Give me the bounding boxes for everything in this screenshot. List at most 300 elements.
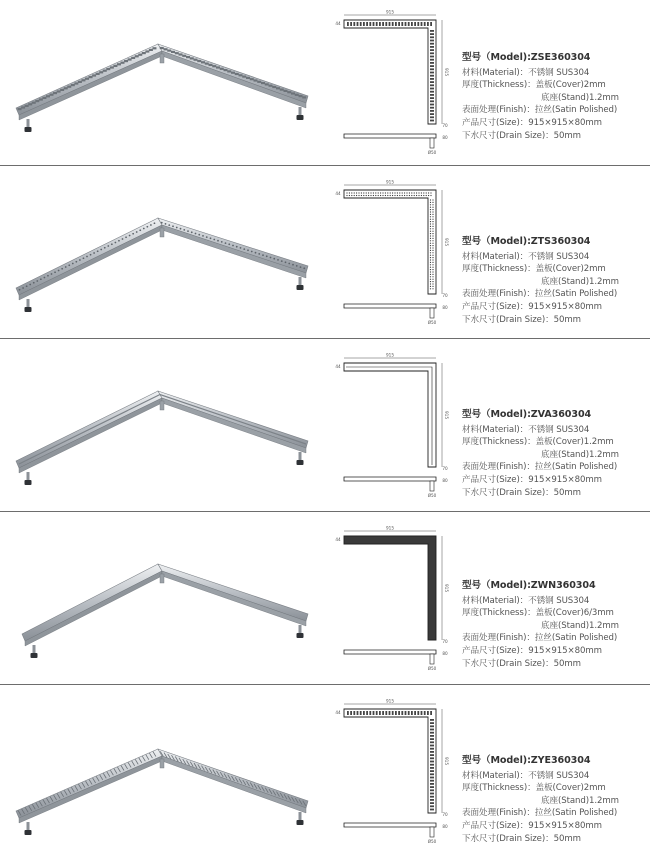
cover-hole [262, 254, 264, 256]
plan-slot [366, 22, 368, 26]
model-label: 型号（Model):ZSE360304 [462, 52, 591, 63]
cover-slot [182, 55, 186, 57]
cover-hole [75, 261, 77, 263]
drain-size-line: 下水尺寸(Drain Size)：50mm [462, 130, 581, 141]
cover-hole [61, 268, 63, 270]
plan-hole [423, 192, 424, 193]
plan-slot [417, 22, 419, 26]
plan-hole [358, 192, 359, 193]
size-line: 产品尺寸(Size)：915×915×80mm [462, 645, 602, 656]
cover-slot [78, 81, 82, 83]
plan-slot [430, 107, 434, 109]
plan-hole [380, 195, 381, 196]
technical-drawing [326, 176, 449, 326]
plan-hole [404, 195, 405, 196]
plan-hole [397, 195, 398, 196]
plan-slot [430, 793, 434, 795]
plan-slot [385, 22, 387, 26]
plan-slot [347, 22, 349, 26]
plan-hole [432, 274, 433, 275]
row-divider [0, 511, 650, 512]
plan-hole [432, 243, 433, 244]
plan-slot [430, 91, 434, 93]
cover-slot [113, 65, 117, 67]
plan-slot [430, 94, 434, 96]
plan-slot [430, 75, 434, 77]
model-label: 型号（Model):ZWN360304 [462, 580, 596, 591]
plan-slot [430, 43, 434, 45]
product-row [0, 343, 650, 511]
plan-slot [430, 799, 434, 801]
plan-hole [354, 192, 355, 193]
cover-slot [131, 57, 135, 59]
plan-hole [432, 271, 433, 272]
cover-hole [198, 234, 200, 236]
material-line: 材料(Material)：不锈钢 SUS304 [462, 424, 590, 435]
left-foot [27, 299, 30, 308]
plan-hole [390, 195, 391, 196]
right-foot [299, 812, 302, 821]
plan-outline [344, 363, 436, 467]
cover-slot [209, 64, 213, 66]
dim-height-label: 70 [442, 123, 448, 128]
cover-hole [22, 287, 24, 289]
plan-hole [428, 192, 429, 193]
elevation-profile [344, 650, 436, 654]
plan-hole [421, 192, 422, 193]
plan-hole [432, 202, 433, 203]
plan-hole [432, 267, 433, 268]
plan-slot [430, 33, 434, 35]
plan-hole [432, 245, 433, 246]
cover-hole [65, 266, 67, 268]
drain-right-side [162, 225, 306, 278]
right-foot-base [297, 633, 304, 638]
plan-hole [418, 192, 419, 193]
cover-slot [138, 54, 142, 56]
dim-top-label: 915 [386, 9, 394, 15]
plan-hole [414, 195, 415, 196]
material-line: 材料(Material)：不锈钢 SUS304 [462, 770, 590, 781]
dim-height-label: 70 [442, 293, 448, 298]
plan-hole [411, 192, 412, 193]
plan-slot [430, 732, 434, 734]
plan-slot [376, 22, 378, 26]
plan-slot [430, 767, 434, 769]
plan-hole [432, 211, 433, 212]
plan-hole [423, 195, 424, 196]
plan-hole [430, 231, 431, 232]
plan-hole [406, 192, 407, 193]
plan-slot [401, 22, 403, 26]
plan-slot [357, 22, 359, 26]
model-label: 型号（Model):ZTS360304 [462, 236, 591, 247]
cover-hole [150, 224, 152, 226]
plan-hole [366, 192, 367, 193]
plan-slot [373, 22, 375, 26]
plan-slot [430, 36, 434, 38]
cover-slot [272, 86, 276, 88]
plan-slot [430, 72, 434, 74]
cover-hole [243, 248, 245, 250]
cover-slot [142, 52, 146, 54]
cover-hole [107, 245, 109, 247]
cover-hole [232, 245, 234, 247]
cover-slot [117, 63, 121, 65]
cover-slot [197, 60, 201, 62]
cover-slot [96, 73, 100, 75]
plan-hole [430, 207, 431, 208]
cover-slot [53, 92, 57, 94]
dim-top-label: 915 [386, 525, 394, 531]
plan-slot [360, 22, 362, 26]
plan-outline [344, 709, 436, 813]
dim-side-label: 915 [444, 238, 449, 246]
cover-hole [93, 252, 95, 254]
cover-slot [74, 82, 78, 84]
material-line: 材料(Material)：不锈钢 SUS304 [462, 67, 590, 78]
plan-slot [430, 49, 434, 51]
cover-slot [164, 48, 168, 50]
finish-line: 表面处理(Finish)：拉丝(Satin Polished) [462, 289, 618, 300]
plan-slot [382, 22, 384, 26]
cover-hole [221, 241, 223, 243]
cover-slot [224, 69, 228, 71]
cover-slot [212, 65, 216, 67]
cover-slot [295, 94, 299, 96]
plan-slot [427, 711, 429, 715]
plan-hole [432, 238, 433, 239]
plan-slot [430, 52, 434, 54]
cover-hole [288, 263, 290, 265]
plan-hole [373, 195, 374, 196]
plan-hole [363, 192, 364, 193]
plan-slot [430, 783, 434, 785]
thickness-cover-line: 厚度(Thickness)：盖板(Cover)2mm [462, 264, 606, 275]
plan-slot [363, 22, 365, 26]
plan-hole [432, 259, 433, 260]
cover-hole [19, 289, 21, 291]
elevation-outlet [430, 481, 434, 491]
cover-slot [239, 74, 243, 76]
dim-drain-label: Ø50 [427, 150, 437, 155]
thickness-cover-line: 厚度(Thickness)：盖板(Cover)1.2mm [462, 437, 614, 448]
plan-hole [430, 204, 431, 205]
plan-hole [426, 195, 427, 196]
cover-hole [296, 265, 298, 267]
drain-outlet [160, 574, 164, 583]
plan-slot [411, 711, 413, 715]
plan-slot [430, 22, 432, 26]
dim-top-label: 915 [386, 698, 394, 704]
plan-hole [385, 195, 386, 196]
drain-right-side [162, 51, 306, 108]
plan-hole [416, 195, 417, 196]
plan-slot [430, 738, 434, 740]
thickness-stand-line: 底座(Stand)1.2mm [541, 276, 619, 287]
plan-hole [432, 231, 433, 232]
plan-hole [430, 267, 431, 268]
dim-top-label: 915 [386, 179, 394, 185]
drain-left-side [19, 756, 162, 823]
cover-hole [213, 239, 215, 241]
drain-size-line: 下水尺寸(Drain Size)：50mm [462, 658, 581, 669]
plan-hole [397, 192, 398, 193]
plan-hole [430, 209, 431, 210]
plan-slot [408, 711, 410, 715]
plan-slot [369, 711, 371, 715]
plan-slot [430, 757, 434, 759]
plan-hole [432, 207, 433, 208]
plan-hole [430, 228, 431, 229]
cover-hole [90, 254, 92, 256]
drain-photo [8, 373, 318, 483]
plan-slot [430, 802, 434, 804]
cover-hole [228, 243, 230, 245]
cover-slot [81, 79, 85, 81]
cover-slot [265, 83, 269, 85]
right-foot [299, 625, 302, 634]
cover-hole [273, 258, 275, 260]
plan-slot [379, 711, 381, 715]
plan-hole [430, 214, 431, 215]
plan-slot [398, 711, 400, 715]
cover-slot [220, 68, 224, 70]
spec-block [462, 236, 619, 326]
plan-hole [432, 286, 433, 287]
cover-slot [280, 89, 284, 91]
plan-hole [363, 195, 364, 196]
cover-slot [231, 72, 235, 74]
plan-hole [430, 245, 431, 246]
plan-hole [385, 192, 386, 193]
elevation-profile [344, 477, 436, 481]
plan-hole [426, 192, 427, 193]
plan-hole [430, 199, 431, 200]
plan-slot [373, 711, 375, 715]
cover-slot [175, 52, 179, 54]
cover-hole [285, 261, 287, 263]
cover-slot [145, 50, 149, 52]
plan-hole [361, 192, 362, 193]
plan-slot [427, 22, 429, 26]
cover-hole [44, 277, 46, 279]
finish-line: 表面处理(Finish)：拉丝(Satin Polished) [462, 462, 618, 473]
plan-slot [379, 22, 381, 26]
plan-hole [432, 216, 433, 217]
cover-hole [97, 250, 99, 252]
drain-outlet [160, 228, 164, 237]
plan-hole [392, 195, 393, 196]
cover-slot [152, 47, 156, 49]
plan-hole [430, 259, 431, 260]
plan-hole [356, 195, 357, 196]
plan-slot [430, 110, 434, 112]
cover-slot [171, 51, 175, 53]
plan-hole [430, 202, 431, 203]
right-foot [299, 107, 302, 116]
plan-slot [421, 711, 423, 715]
plan-hole [416, 192, 417, 193]
plan-hole [378, 195, 379, 196]
cover-hole [36, 280, 38, 282]
drain-size-line: 下水尺寸(Drain Size)：50mm [462, 314, 581, 325]
technical-drawing [326, 695, 449, 845]
plan-hole [351, 195, 352, 196]
plan-slot [430, 113, 434, 115]
cover-slot [149, 49, 153, 51]
cover-slot [227, 70, 231, 72]
plan-hole [354, 195, 355, 196]
plan-slot [430, 97, 434, 99]
dim-top-label: 915 [386, 352, 394, 358]
cover-hole [68, 264, 70, 266]
plan-slot [430, 780, 434, 782]
plan-hole [378, 192, 379, 193]
plan-slot [430, 68, 434, 70]
row-divider [0, 338, 650, 339]
plan-slot [389, 711, 391, 715]
drain-left-side [19, 225, 162, 300]
cover-slot [269, 85, 273, 87]
dim-foot-label: 80 [442, 824, 448, 829]
plan-hole [430, 264, 431, 265]
dim-left-label: 44 [335, 537, 341, 542]
drain-outlet [160, 401, 164, 410]
plan-slot [411, 22, 413, 26]
cover-slot [246, 77, 250, 79]
cover-hole [202, 235, 204, 237]
cover-slot [205, 63, 209, 65]
cover-hole [300, 266, 302, 268]
plan-hole [370, 192, 371, 193]
cover-slot [299, 95, 303, 97]
technical-drawing [326, 6, 449, 156]
plan-hole [430, 281, 431, 282]
plan-slot [369, 22, 371, 26]
cover-hole [247, 249, 249, 251]
plan-slot [392, 711, 394, 715]
cover-hole [161, 222, 163, 224]
plan-slot [430, 809, 434, 811]
plan-slot [353, 711, 355, 715]
plan-hole [430, 283, 431, 284]
plan-hole [432, 240, 433, 241]
plan-slot [430, 62, 434, 64]
plan-hole [370, 195, 371, 196]
plan-slot [430, 777, 434, 779]
plan-hole [430, 211, 431, 212]
plan-slot [430, 789, 434, 791]
plan-slot [405, 22, 407, 26]
left-foot [27, 822, 30, 831]
plan-hole [418, 195, 419, 196]
cover-hole [125, 236, 127, 238]
cover-slot [64, 87, 68, 89]
plan-hole [406, 195, 407, 196]
dim-drain-label: Ø50 [427, 493, 437, 498]
plan-hole [432, 288, 433, 289]
plan-slot [382, 711, 384, 715]
cover-slot [284, 90, 288, 92]
product-row [0, 0, 650, 168]
cover-hole [86, 256, 88, 258]
cover-slot [89, 76, 93, 78]
dim-height-label: 70 [442, 639, 448, 644]
drain-left-arm [22, 564, 162, 641]
drain-photo [8, 30, 318, 140]
cover-slot [32, 102, 36, 104]
plan-hole [430, 223, 431, 224]
plan-slot [424, 711, 426, 715]
cover-slot [92, 74, 96, 76]
plan-hole [432, 233, 433, 234]
plan-hole [394, 192, 395, 193]
plan-hole [430, 243, 431, 244]
plan-slot [395, 711, 397, 715]
plan-slot [430, 65, 434, 67]
plan-hole [430, 221, 431, 222]
plan-slot [389, 22, 391, 26]
plan-slot [430, 796, 434, 798]
plan-slot [430, 40, 434, 42]
spec-block [462, 52, 619, 142]
cover-hole [29, 284, 31, 286]
plan-slot [430, 104, 434, 106]
finish-line: 表面处理(Finish)：拉丝(Satin Polished) [462, 808, 618, 819]
elevation-outlet [430, 827, 434, 837]
plan-hole [430, 286, 431, 287]
plan-hole [428, 195, 429, 196]
cover-hole [168, 224, 170, 226]
drain-size-line: 下水尺寸(Drain Size)：50mm [462, 487, 581, 498]
drain-size-line: 下水尺寸(Drain Size)：50mm [462, 833, 581, 844]
cover-hole [136, 231, 138, 233]
left-foot-base [25, 127, 32, 132]
dim-side-label: 915 [444, 584, 449, 592]
plan-hole [432, 226, 433, 227]
plan-hole [375, 192, 376, 193]
cover-slot [18, 108, 22, 110]
plan-hole [430, 257, 431, 258]
plan-hole [432, 247, 433, 248]
drain-photo [8, 200, 318, 310]
right-foot-base [297, 115, 304, 120]
cover-slot [71, 84, 75, 86]
cover-slot [121, 62, 125, 64]
plan-slot [430, 751, 434, 753]
drain-right-side [162, 398, 306, 453]
plan-slot [430, 88, 434, 90]
cover-slot [60, 89, 64, 91]
elevation-outlet [430, 138, 434, 148]
plan-hole [392, 192, 393, 193]
plan-slot [430, 100, 434, 102]
plan-slot [430, 722, 434, 724]
plan-slot [421, 22, 423, 26]
drain-left-side [25, 571, 162, 646]
plan-hole [430, 269, 431, 270]
cover-slot [257, 81, 261, 83]
plan-slot [430, 773, 434, 775]
plan-hole [432, 209, 433, 210]
plan-slot [430, 786, 434, 788]
cover-slot [167, 50, 171, 52]
drain-left-side [19, 398, 162, 473]
plan-outline [344, 190, 436, 294]
dim-drain-label: Ø50 [427, 839, 437, 844]
cover-hole [251, 251, 253, 253]
